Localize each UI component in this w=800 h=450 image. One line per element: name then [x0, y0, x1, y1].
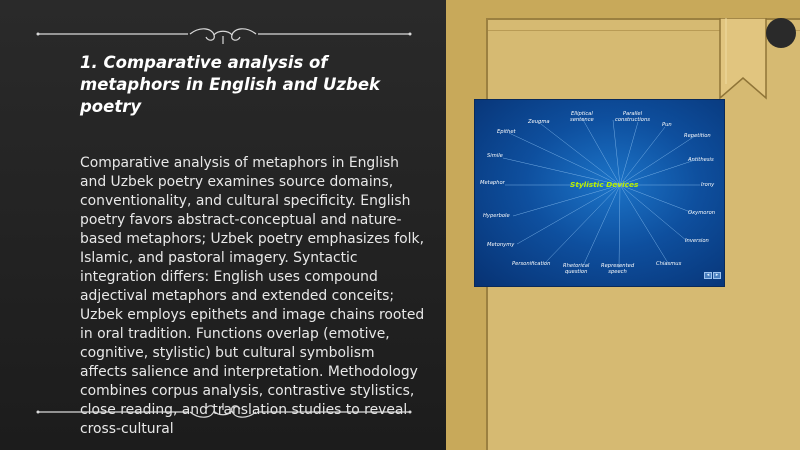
punch-hole: [766, 18, 796, 48]
label-irony: Irony: [701, 182, 715, 188]
bookmark-ribbon-icon: [718, 18, 768, 100]
label-represented-speech: Represented speech: [601, 263, 635, 275]
label-personification: Personification: [512, 261, 551, 267]
slide-title: 1. Comparative analysis of metaphors in English and Uzbek poetry: [80, 53, 381, 116]
stylistic-devices-diagram: [474, 99, 725, 287]
label-hyperbole: Hyperbole: [483, 213, 510, 219]
label-chiasmus: Chiasmus: [656, 261, 682, 267]
label-oxymoron: Oxymoron: [688, 210, 716, 216]
label-inversion: Inversion: [685, 238, 709, 244]
label-parallel-constructions: Parallel constructions: [615, 111, 650, 123]
label-zeugma: Zeugma: [528, 119, 550, 125]
diagram-center-label: Stylistic Devices: [570, 180, 639, 189]
top-ornament-divider: [0, 26, 446, 46]
slide-body-text: Comparative analysis of metaphors in English and Uzbek poetry examines source domains, conventionality, and cultural specificity. English poetry favors abstract-conceptual and nature-based metaphors; Uzbek poetry emphasizes folk, Islamic, and pastoral imagery. Syntactic integration differs: English uses compound adjectival metaphors and extended conceits; Uzbek employs epithets and image chains rooted in oral tradition. Functions overlap (emotive, cognitive, stylistic) but cultural symbolism affects salience and interpretation. Methodology combines corpus analysis, contrastive stylistics, close reading, and translation studies to reveal cross-cultural: [80, 155, 425, 437]
label-metonymy: Metonymy: [487, 242, 515, 248]
label-epithet: Epithet: [497, 129, 516, 135]
nav-next-icon: ▸: [713, 272, 721, 279]
label-elliptical-sentence: Elliptical sentence: [570, 111, 594, 123]
label-rhetorical-question: Rhetorical question: [563, 263, 590, 275]
nav-previous-icon: ◂: [704, 272, 712, 279]
label-antithesis: Antithesis: [688, 157, 714, 163]
label-metaphor: Metaphor: [480, 180, 505, 186]
label-repetition: Repetition: [684, 133, 711, 139]
label-simile: Simile: [487, 153, 503, 159]
bottom-ornament-divider: [0, 402, 446, 422]
label-pun: Pun: [662, 122, 672, 128]
